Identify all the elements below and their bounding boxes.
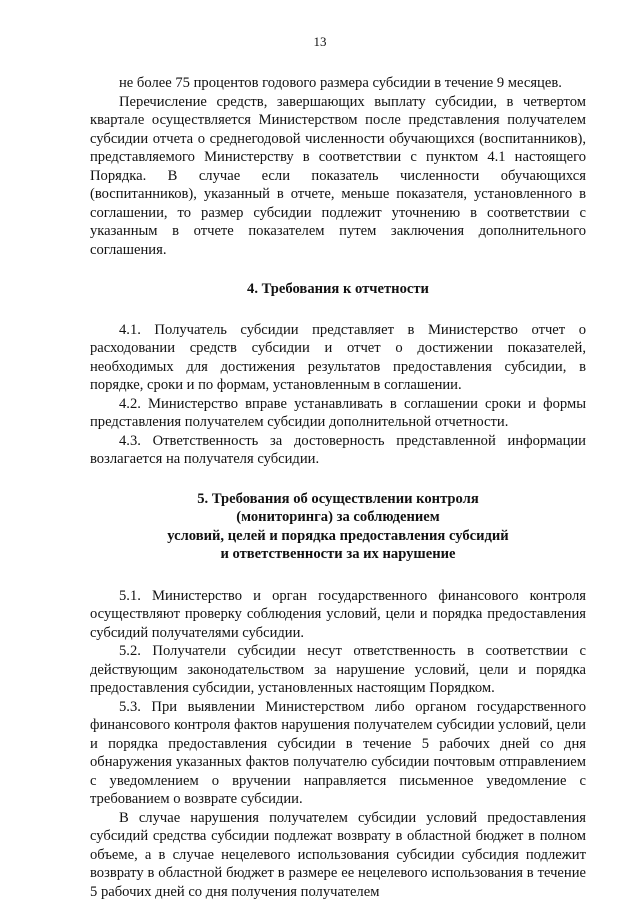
- section-5-title: [90, 490, 586, 564]
- paragraph-5-2: 5.2. Получатели субсидии несут ответственность в соответствии с действующим законодательством за нарушение условий, цели и порядка предоставления субсидии, установленных настоящим Порядком.: [90, 643, 586, 696]
- page-number: 13: [313, 34, 327, 49]
- paragraph-final-payment: Перечисление средств, завершающих выплату субсидии, в четвертом квартале осуществляется Министерством после представления получателем субсидии отчета о среднегодовой численности обучающихся (воспитанников), представляемого Министерству в соответствии с пунктом 4.1 настоящего Порядка. В случае если показатель численности обучающихся (воспитанников), указанный в отчете, меньше показателя, установленного в соглашении, то размер субсидии подлежит уточнению в соответствии с указанным в отчете показателем путем заключения дополнительного соглашения.: [90, 93, 586, 258]
- paragraph-5-3: 5.3. При выявлении Министерством либо органом государственного финансового контроля фактов нарушения получателем субсидии условий, цели и порядка предоставления субсидии в течение 5 рабочих дней со дня обнаружения указанных фактов получателю субсидии почтовым отправлением с уведомлением о вручении направляется письменное уведомление с требованием о возврате субсидии.: [90, 698, 586, 807]
- paragraph-5-1: 5.1. Министерство и орган государственного финансового контроля осуществляют проверку соблюдения условий, цели и порядка предоставления субсидий получателями субсидии.: [90, 587, 586, 641]
- section-4-body: [90, 321, 586, 469]
- section-5-title-line: и ответственности за их нарушение: [220, 546, 456, 562]
- paragraph-4-3: 4.3. Ответственность за достоверность представленной информации возлагается на получателя субсидии.: [90, 432, 586, 467]
- section-5-body: [90, 587, 586, 902]
- paragraph-4-2: 4.2. Министерство вправе устанавливать в соглашении сроки и формы представления получателем субсидии дополнительной отчетности.: [90, 395, 586, 430]
- document-body: [90, 74, 586, 901]
- paragraph-4-1: 4.1. Получатель субсидии представляет в Министерство отчет о расходовании средств субсидии и отчет о достижении показателей, необходимых для достижения результатов предоставления субсидии, в порядке, сроки и по формам, установленным в соглашении.: [90, 321, 586, 393]
- section-5-title-line: (мониторинга) за соблюдением: [236, 509, 440, 525]
- paragraph-violation-return: В случае нарушения получателем субсидии условий предоставления субсидий средства субсидии подлежат возврату в областной бюджет в полном объеме, а в случае нецелевого использования субсидии субсидия подлежит возврату в областной бюджет в размере ее нецелевого использования в течение 5 рабочих дней со дня получения получателем: [90, 809, 586, 900]
- section-4-title: 4. Требования к отчетности: [247, 281, 429, 297]
- section-5-title-line: 5. Требования об осуществлении контроля: [197, 490, 479, 507]
- section-5-title-line: условий, целей и порядка предоставления субсидий: [167, 527, 509, 544]
- paragraph-continuation: не более 75 процентов годового размера субсидии в течение 9 месяцев.: [119, 75, 562, 91]
